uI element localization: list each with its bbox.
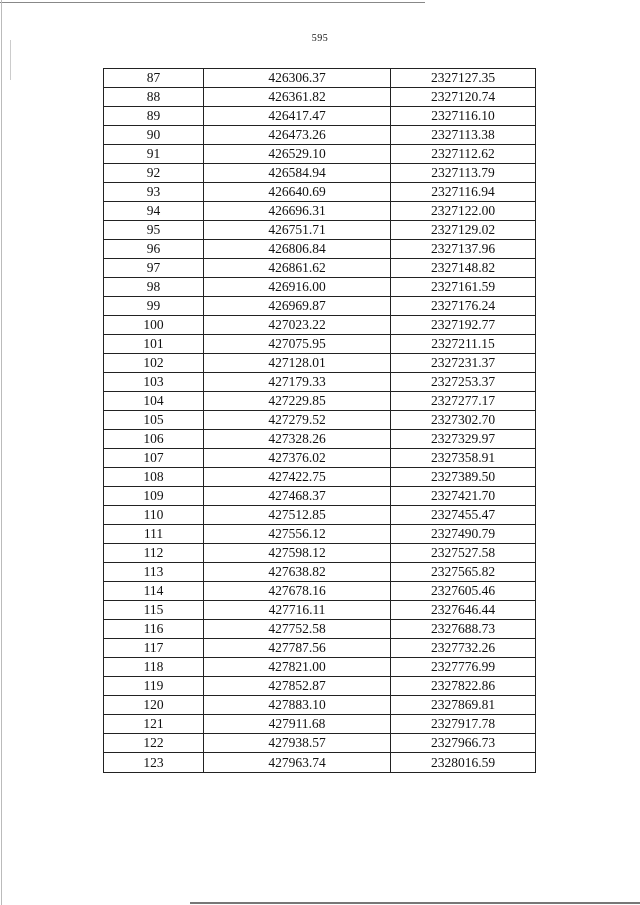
point-number-cell: 98 — [104, 278, 204, 297]
point-number-cell: 115 — [104, 601, 204, 620]
y-coordinate-cell: 2327688.73 — [391, 620, 536, 639]
y-coordinate-cell: 2327116.94 — [391, 183, 536, 202]
x-coordinate-cell: 427128.01 — [204, 354, 391, 373]
y-coordinate-cell: 2327277.17 — [391, 392, 536, 411]
point-number-cell: 104 — [104, 392, 204, 411]
y-coordinate-cell: 2327176.24 — [391, 297, 536, 316]
table-row — [104, 563, 536, 582]
x-coordinate-cell: 427279.52 — [204, 411, 391, 430]
x-coordinate-cell: 426584.94 — [204, 164, 391, 183]
table-row — [104, 126, 536, 145]
table-row — [104, 354, 536, 373]
y-coordinate-cell: 2327389.50 — [391, 468, 536, 487]
x-coordinate-cell: 427328.26 — [204, 430, 391, 449]
table-row — [104, 582, 536, 601]
x-coordinate-cell: 427468.37 — [204, 487, 391, 506]
x-coordinate-cell: 426473.26 — [204, 126, 391, 145]
x-coordinate-cell: 426751.71 — [204, 221, 391, 240]
x-coordinate-cell: 427376.02 — [204, 449, 391, 468]
point-number-cell: 94 — [104, 202, 204, 221]
y-coordinate-cell: 2327116.10 — [391, 107, 536, 126]
point-number-cell: 100 — [104, 316, 204, 335]
scan-edge-bottom — [190, 902, 640, 904]
point-number-cell: 102 — [104, 354, 204, 373]
x-coordinate-cell: 427716.11 — [204, 601, 391, 620]
y-coordinate-cell: 2327148.82 — [391, 259, 536, 278]
x-coordinate-cell: 426529.10 — [204, 145, 391, 164]
table-row — [104, 658, 536, 677]
table-row — [104, 297, 536, 316]
x-coordinate-cell: 427938.57 — [204, 734, 391, 753]
x-coordinate-cell: 426417.47 — [204, 107, 391, 126]
scan-edge-left — [1, 0, 2, 905]
point-number-cell: 116 — [104, 620, 204, 639]
y-coordinate-cell: 2327113.38 — [391, 126, 536, 145]
y-coordinate-cell: 2327358.91 — [391, 449, 536, 468]
page-number: 595 — [311, 33, 329, 44]
point-number-cell: 88 — [104, 88, 204, 107]
y-coordinate-cell: 2327127.35 — [391, 69, 536, 88]
coordinate-table-body — [104, 69, 536, 773]
y-coordinate-cell: 2327822.86 — [391, 677, 536, 696]
coordinate-table — [103, 68, 536, 773]
point-number-cell: 92 — [104, 164, 204, 183]
table-row — [104, 392, 536, 411]
point-number-cell: 96 — [104, 240, 204, 259]
x-coordinate-cell: 427598.12 — [204, 544, 391, 563]
x-coordinate-cell: 426361.82 — [204, 88, 391, 107]
x-coordinate-cell: 427911.68 — [204, 715, 391, 734]
x-coordinate-cell: 427023.22 — [204, 316, 391, 335]
table-row — [104, 715, 536, 734]
x-coordinate-cell: 426306.37 — [204, 69, 391, 88]
point-number-cell: 93 — [104, 183, 204, 202]
point-number-cell: 89 — [104, 107, 204, 126]
y-coordinate-cell: 2327917.78 — [391, 715, 536, 734]
point-number-cell: 109 — [104, 487, 204, 506]
point-number-cell: 117 — [104, 639, 204, 658]
x-coordinate-cell: 427179.33 — [204, 373, 391, 392]
point-number-cell: 105 — [104, 411, 204, 430]
table-row — [104, 677, 536, 696]
x-coordinate-cell: 426696.31 — [204, 202, 391, 221]
table-row — [104, 544, 536, 563]
table-row — [104, 145, 536, 164]
point-number-cell: 106 — [104, 430, 204, 449]
y-coordinate-cell: 2327120.74 — [391, 88, 536, 107]
y-coordinate-cell: 2327231.37 — [391, 354, 536, 373]
table-row — [104, 221, 536, 240]
table-row — [104, 449, 536, 468]
x-coordinate-cell: 426640.69 — [204, 183, 391, 202]
y-coordinate-cell: 2327869.81 — [391, 696, 536, 715]
table-row — [104, 506, 536, 525]
point-number-cell: 119 — [104, 677, 204, 696]
x-coordinate-cell: 427556.12 — [204, 525, 391, 544]
point-number-cell: 97 — [104, 259, 204, 278]
table-row — [104, 525, 536, 544]
table-row — [104, 487, 536, 506]
y-coordinate-cell: 2327565.82 — [391, 563, 536, 582]
point-number-cell: 113 — [104, 563, 204, 582]
table-row — [104, 240, 536, 259]
point-number-cell: 101 — [104, 335, 204, 354]
y-coordinate-cell: 2327192.77 — [391, 316, 536, 335]
x-coordinate-cell: 427075.95 — [204, 335, 391, 354]
x-coordinate-cell: 426969.87 — [204, 297, 391, 316]
table-row — [104, 696, 536, 715]
point-number-cell: 120 — [104, 696, 204, 715]
y-coordinate-cell: 2327161.59 — [391, 278, 536, 297]
x-coordinate-cell: 426806.84 — [204, 240, 391, 259]
x-coordinate-cell: 427512.85 — [204, 506, 391, 525]
table-row — [104, 753, 536, 773]
table-row — [104, 373, 536, 392]
x-coordinate-cell: 427787.56 — [204, 639, 391, 658]
point-number-cell: 99 — [104, 297, 204, 316]
point-number-cell: 107 — [104, 449, 204, 468]
point-number-cell: 111 — [104, 525, 204, 544]
y-coordinate-cell: 2327137.96 — [391, 240, 536, 259]
x-coordinate-cell: 427678.16 — [204, 582, 391, 601]
table-row — [104, 430, 536, 449]
x-coordinate-cell: 427422.75 — [204, 468, 391, 487]
point-number-cell: 118 — [104, 658, 204, 677]
y-coordinate-cell: 2327113.79 — [391, 164, 536, 183]
table-row — [104, 411, 536, 430]
table-row — [104, 202, 536, 221]
y-coordinate-cell: 2327253.37 — [391, 373, 536, 392]
table-row — [104, 620, 536, 639]
table-row — [104, 601, 536, 620]
scan-mark-left — [10, 40, 11, 80]
point-number-cell: 103 — [104, 373, 204, 392]
x-coordinate-cell: 426916.00 — [204, 278, 391, 297]
table-row — [104, 164, 536, 183]
x-coordinate-cell: 427752.58 — [204, 620, 391, 639]
point-number-cell: 121 — [104, 715, 204, 734]
x-coordinate-cell: 427638.82 — [204, 563, 391, 582]
point-number-cell: 112 — [104, 544, 204, 563]
x-coordinate-cell: 426861.62 — [204, 259, 391, 278]
y-coordinate-cell: 2327455.47 — [391, 506, 536, 525]
point-number-cell: 87 — [104, 69, 204, 88]
y-coordinate-cell: 2327122.00 — [391, 202, 536, 221]
table-row — [104, 183, 536, 202]
table-row — [104, 69, 536, 88]
x-coordinate-cell: 427963.74 — [204, 753, 391, 773]
scan-edge-top — [0, 2, 425, 3]
y-coordinate-cell: 2327966.73 — [391, 734, 536, 753]
y-coordinate-cell: 2327302.70 — [391, 411, 536, 430]
point-number-cell: 90 — [104, 126, 204, 145]
y-coordinate-cell: 2327329.97 — [391, 430, 536, 449]
point-number-cell: 95 — [104, 221, 204, 240]
y-coordinate-cell: 2327776.99 — [391, 658, 536, 677]
table-row — [104, 335, 536, 354]
point-number-cell: 122 — [104, 734, 204, 753]
y-coordinate-cell: 2328016.59 — [391, 753, 536, 773]
y-coordinate-cell: 2327732.26 — [391, 639, 536, 658]
x-coordinate-cell: 427821.00 — [204, 658, 391, 677]
x-coordinate-cell: 427852.87 — [204, 677, 391, 696]
table-row — [104, 734, 536, 753]
table-row — [104, 278, 536, 297]
table-row — [104, 107, 536, 126]
y-coordinate-cell: 2327211.15 — [391, 335, 536, 354]
point-number-cell: 123 — [104, 753, 204, 773]
y-coordinate-cell: 2327129.02 — [391, 221, 536, 240]
table-row — [104, 259, 536, 278]
table-row — [104, 316, 536, 335]
table-row — [104, 468, 536, 487]
point-number-cell: 91 — [104, 145, 204, 164]
y-coordinate-cell: 2327605.46 — [391, 582, 536, 601]
y-coordinate-cell: 2327527.58 — [391, 544, 536, 563]
y-coordinate-cell: 2327421.70 — [391, 487, 536, 506]
table-row — [104, 639, 536, 658]
y-coordinate-cell: 2327646.44 — [391, 601, 536, 620]
table-row — [104, 88, 536, 107]
x-coordinate-cell: 427883.10 — [204, 696, 391, 715]
y-coordinate-cell: 2327112.62 — [391, 145, 536, 164]
point-number-cell: 108 — [104, 468, 204, 487]
point-number-cell: 110 — [104, 506, 204, 525]
y-coordinate-cell: 2327490.79 — [391, 525, 536, 544]
x-coordinate-cell: 427229.85 — [204, 392, 391, 411]
point-number-cell: 114 — [104, 582, 204, 601]
